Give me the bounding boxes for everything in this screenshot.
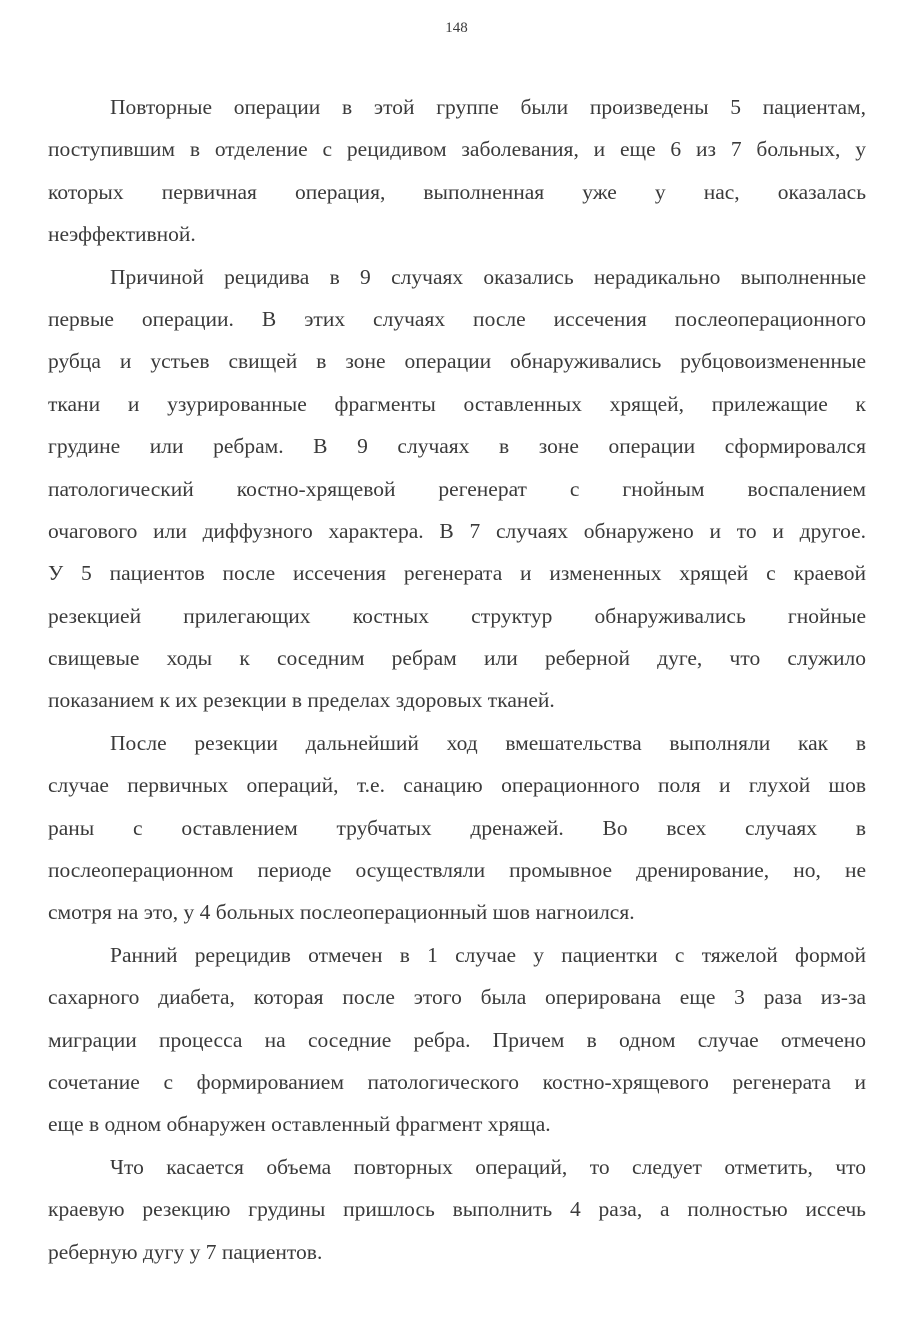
paragraph-5 <box>48 1146 866 1273</box>
text-line: сочетание с формированием патологического костно-хрящевого регенерата и <box>48 1069 866 1094</box>
text-line: реберную дугу у 7 пациентов. <box>48 1239 323 1264</box>
text-line: смотря на это, у 4 больных послеоперационный шов нагноился. <box>48 900 635 925</box>
text-line: краевую резекцию грудины пришлось выполнить 4 раза, а полностью иссечь <box>48 1197 866 1222</box>
text-line: которых первичная операция, выполненная уже у нас, оказалась <box>48 179 866 204</box>
body-text <box>48 86 866 1273</box>
text-line: послеоперационном периоде осуществляли промывное дренирование, но, не <box>48 858 866 883</box>
paragraph-1 <box>48 86 866 256</box>
text-line: сахарного диабета, которая после этого была оперирована еще 3 раза из-за <box>48 985 866 1010</box>
text-line: первые операции. В этих случаях после иссечения послеоперационного <box>48 306 866 331</box>
text-line: У 5 пациентов после иссечения регенерата и измененных хрящей с краевой <box>48 561 866 586</box>
text-line: Причиной рецидива в 9 случаях оказались нерадикально выполненные <box>110 264 866 289</box>
paragraph-3 <box>48 722 866 934</box>
paragraph-2 <box>48 256 866 722</box>
text-line: Что касается объема повторных операций, то следует отметить, что <box>110 1154 866 1179</box>
text-line: свищевые ходы к соседним ребрам или реберной дуге, что служило <box>48 646 866 671</box>
text-line: Ранний ререцидив отмечен в 1 случае у пациентки с тяжелой формой <box>110 942 866 967</box>
text-line: еще в одном обнаружен оставленный фрагмент хряща. <box>48 1112 551 1137</box>
text-line: патологический костно-хрящевой регенерат с гнойным воспалением <box>48 476 866 501</box>
text-line: неэффективной. <box>48 222 196 247</box>
text-line: Повторные операции в этой группе были произведены 5 пациентам, <box>110 95 866 119</box>
text-line: раны с оставлением трубчатых дренажей. Во всех случаях в <box>48 815 866 840</box>
page-number: 148 <box>445 20 468 36</box>
text-line: резекцией прилегающих костных структур обнаруживались гнойные <box>48 603 866 628</box>
text-line: рубца и устьев свищей в зоне операции обнаруживались рубцовоизмененные <box>48 349 866 374</box>
text-line: поступившим в отделение с рецидивом заболевания, и еще 6 из 7 больных, у <box>48 137 866 162</box>
text-line: очагового или диффузного характера. В 7 случаях обнаружено и то и другое. <box>48 518 866 543</box>
text-line: случае первичных операций, т.е. санацию операционного поля и глухой шов <box>48 773 866 798</box>
paragraph-4 <box>48 934 866 1146</box>
text-line: показанием к их резекции в пределах здоровых тканей. <box>48 688 555 713</box>
text-line: ткани и узурированные фрагменты оставленных хрящей, прилежащие к <box>48 391 866 416</box>
text-line: После резекции дальнейший ход вмешательства выполняли как в <box>110 730 866 755</box>
text-line: грудине или ребрам. В 9 случаях в зоне операции сформировался <box>48 434 866 459</box>
text-line: миграции процесса на соседние ребра. Причем в одном случае отмечено <box>48 1027 866 1052</box>
